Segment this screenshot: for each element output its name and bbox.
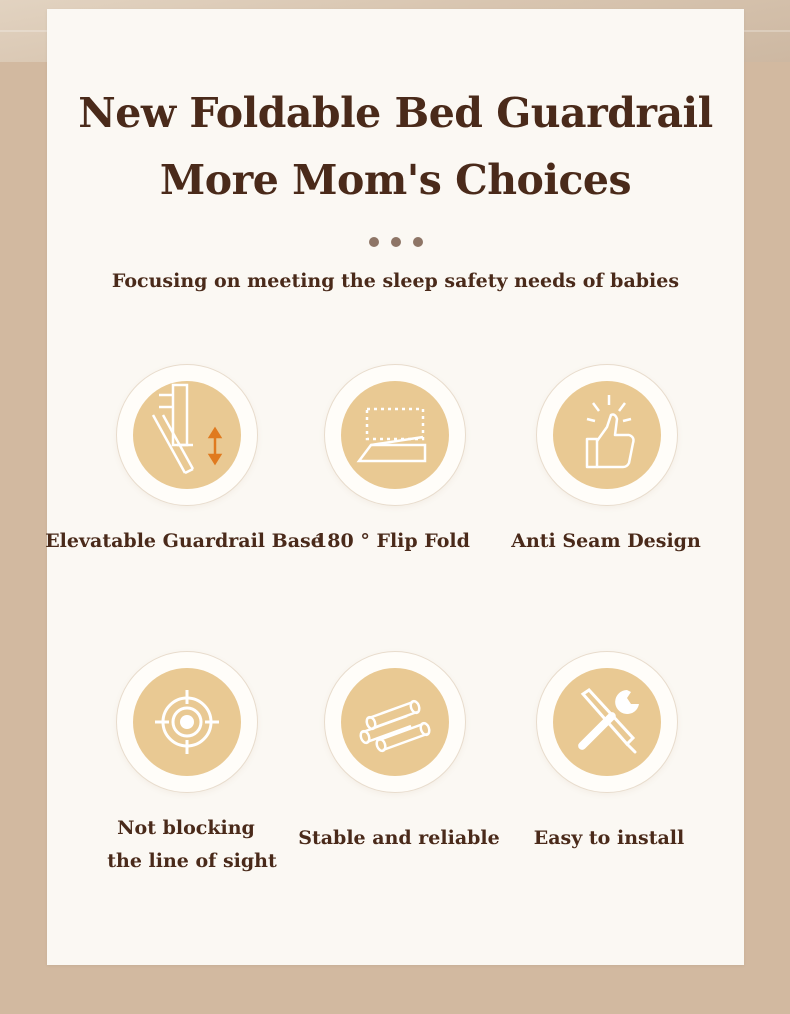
subtitle: Focusing on meeting the sleep safety needs of babies: [111, 270, 680, 292]
feature-label-line-of-sight-2: the line of sight: [107, 850, 277, 872]
flip-fold-icon: [341, 381, 449, 489]
feature-label-easy-install: Easy to install: [533, 827, 685, 849]
feature-easy-install: [536, 651, 678, 793]
target-icon: [133, 668, 241, 776]
thumbs-up-icon: [553, 381, 661, 489]
feature-label-line-of-sight-1: Not blocking: [117, 817, 255, 839]
tools-icon: [553, 668, 661, 776]
feature-stable: [324, 651, 466, 793]
feature-label-flip-fold: 180 ° Flip Fold: [314, 530, 470, 552]
icon-disc: [341, 381, 449, 489]
feature-flip-fold: [324, 364, 466, 506]
feature-guardrail-base: [116, 364, 258, 506]
dot: [413, 237, 423, 247]
heading-line-2: More Mom's Choices: [159, 156, 632, 204]
feature-line-of-sight: [116, 651, 258, 793]
feature-label-guardrail-base: Elevatable Guardrail Base: [45, 530, 323, 552]
tubes-icon: [341, 668, 449, 776]
icon-disc: [553, 668, 661, 776]
dot: [369, 237, 379, 247]
icon-disc: [133, 668, 241, 776]
dot: [391, 237, 401, 247]
feature-label-anti-seam: Anti Seam Design: [511, 530, 701, 552]
guardrail-base-icon: [133, 381, 241, 489]
icon-disc: [133, 381, 241, 489]
dot-separator: [47, 237, 744, 247]
feature-label-stable: Stable and reliable: [298, 827, 500, 849]
heading-line-1: New Foldable Bed Guardrail: [78, 89, 713, 137]
feature-anti-seam: [536, 364, 678, 506]
icon-disc: [553, 381, 661, 489]
content-card: [47, 9, 744, 965]
icon-disc: [341, 668, 449, 776]
